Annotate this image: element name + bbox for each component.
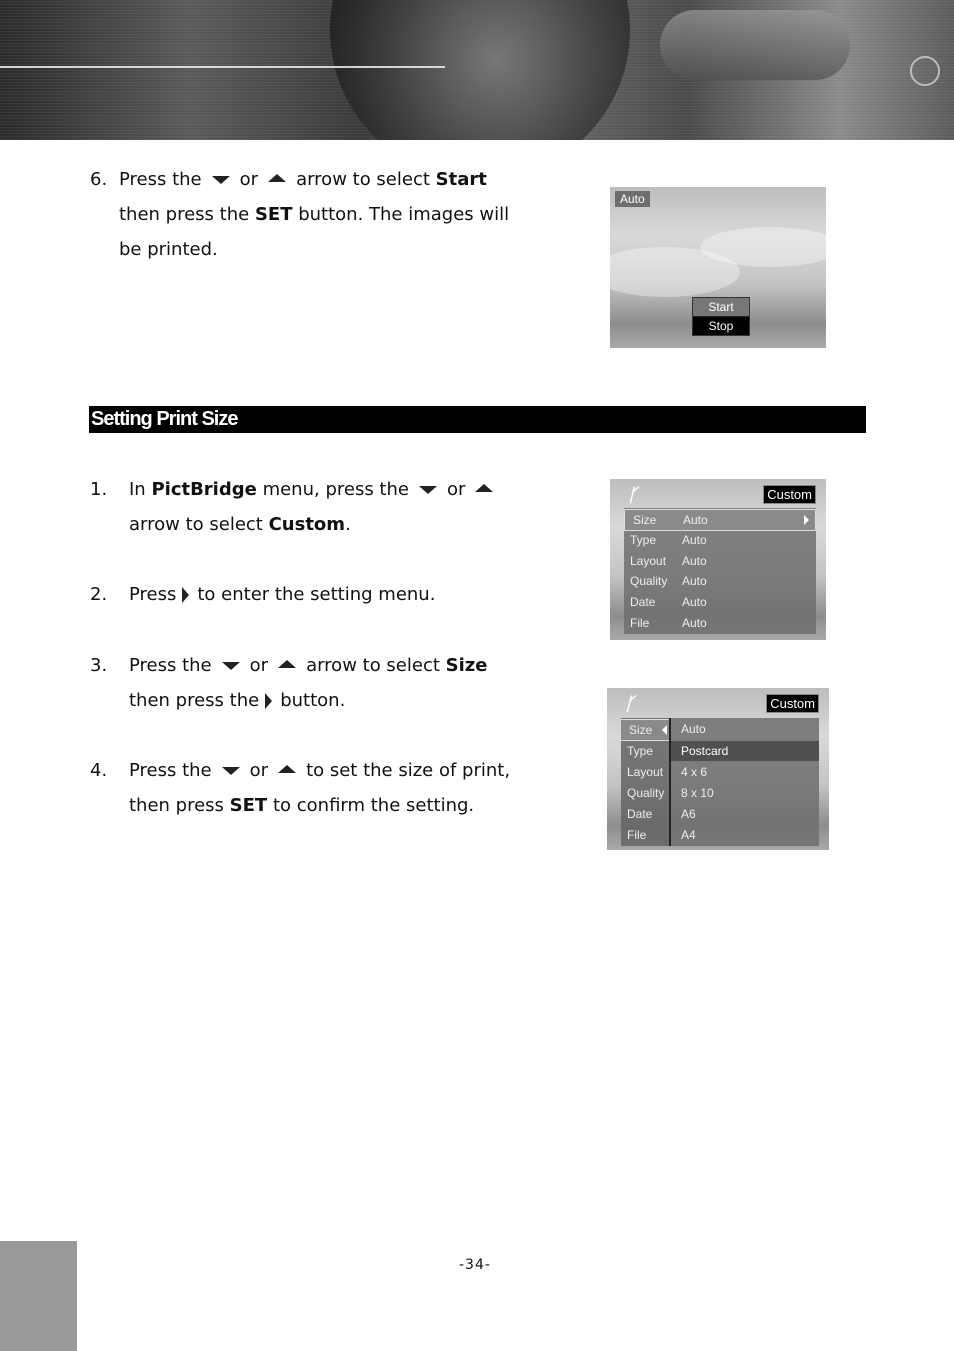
step-1: 1. In PictBridge menu, press the or arrow to select Custom. [90,472,570,544]
step-4: 4. Press the or to set the size of print, then press SET to confirm the setting. [90,760,511,816]
camera-lens-graphic [330,0,630,140]
key-type[interactable]: Type [627,744,654,758]
corner-tab [0,1241,77,1351]
section-heading: Setting Print Size [89,406,866,433]
start-option[interactable]: Start [693,298,749,317]
print-menu [692,297,750,336]
menu-row-layout[interactable]: Layout Auto [630,554,707,568]
right-arrow-icon [182,587,189,603]
option-4x6[interactable]: 4 x 6 [681,765,708,779]
option-postcard[interactable]: Postcard [671,741,819,761]
menu-row-size[interactable]: Size Auto [624,509,816,531]
pictbridge-custom-menu-screen [610,479,826,640]
down-arrow-icon [210,173,232,187]
step-2: 2. Press to enter the setting menu. [90,584,436,605]
banner-highlight-line [0,66,445,68]
page-number: -34- [459,1257,491,1273]
size-options-panel [671,718,819,846]
option-a6[interactable]: A6 [681,807,696,821]
pictbridge-icon: ᚴ [627,485,638,506]
menu-row-type[interactable]: Type Auto [630,533,707,547]
camera-grip-graphic [660,10,850,80]
key-quality[interactable]: Quality [627,786,665,800]
settings-panel [624,508,816,634]
option-8x10[interactable]: 8 x 10 [681,786,714,800]
key-size[interactable]: Size [621,719,669,741]
key-date[interactable]: Date [627,807,653,821]
down-arrow-icon [417,483,439,497]
down-arrow-icon [220,659,242,673]
up-arrow-icon [276,659,298,673]
left-arrow-icon [662,725,667,735]
key-file[interactable]: File [627,828,647,842]
pictbridge-icon: ᚴ [624,694,635,715]
mode-label: Auto [615,191,650,207]
header-banner [0,0,954,140]
stop-option[interactable]: Stop [693,317,749,335]
up-arrow-icon [276,764,298,778]
menu-row-date[interactable]: Date Auto [630,595,707,609]
power-icon [910,56,940,86]
size-options-screen [607,688,829,850]
down-arrow-icon [220,764,242,778]
right-arrow-icon [265,693,272,709]
step-number: 6. [90,169,108,190]
custom-badge: Custom [766,694,819,713]
option-auto[interactable]: Auto [681,722,706,736]
key-layout[interactable]: Layout [627,765,664,779]
up-arrow-icon [473,483,495,497]
menu-row-quality[interactable]: Quality Auto [630,574,707,588]
up-arrow-icon [266,173,288,187]
print-start-screen [610,187,826,348]
menu-row-file[interactable]: File Auto [630,616,707,630]
right-arrow-icon [804,515,809,525]
step-3: 3. Press the or arrow to select Size then press the button. [90,655,488,711]
custom-badge: Custom [763,485,816,504]
step-6: 6. Press the or arrow to select Start then press the SET button. The images will be printed. [90,162,560,272]
option-a4[interactable]: A4 [681,828,696,842]
settings-keys-panel [621,718,669,846]
